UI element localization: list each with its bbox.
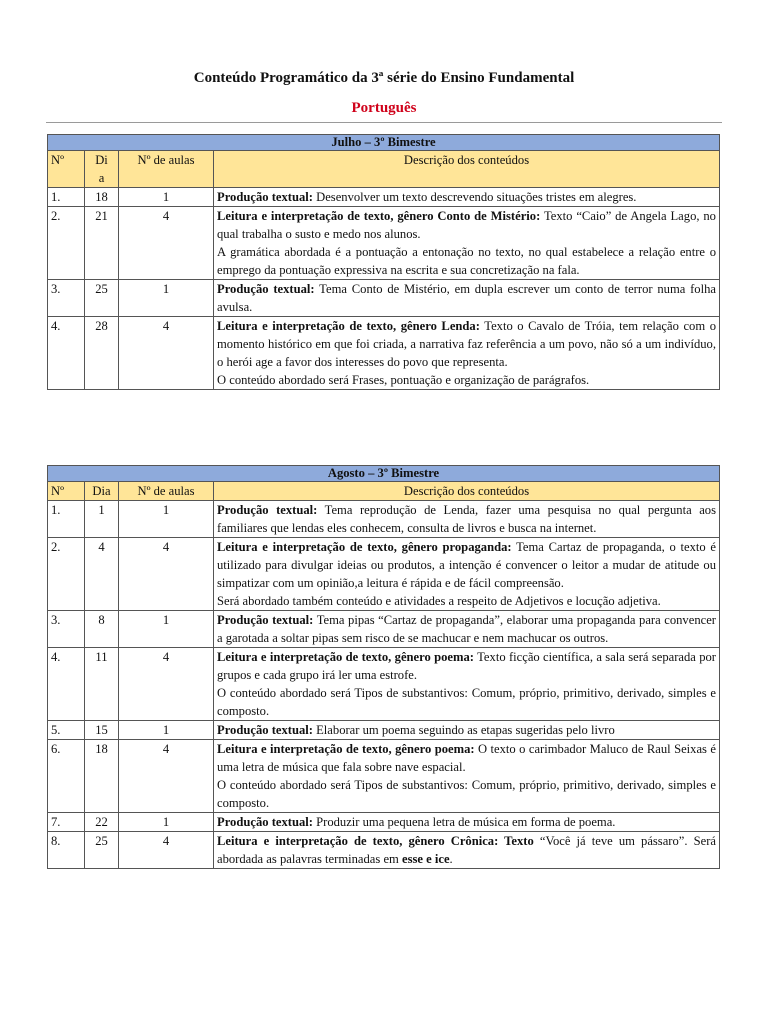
august-column-headers bbox=[48, 482, 720, 501]
august-band-header: Agosto – 3º Bimestre bbox=[48, 466, 720, 482]
july-table bbox=[47, 134, 720, 390]
table-row bbox=[48, 188, 720, 207]
row-number: 5. bbox=[48, 721, 85, 740]
description-extra: A gramática abordada é a pontuação a entonação no texto, no qual estabelece a relação entre o emprego da pontuação expressiva na escrita e sua concretização na fala. bbox=[217, 245, 716, 277]
row-description bbox=[214, 648, 720, 721]
description-extra: O conteúdo abordado será Tipos de substantivos: Comum, próprio, primitivo, derivado, simples e composto. bbox=[217, 778, 716, 810]
row-number: 2. bbox=[48, 207, 85, 280]
header-day bbox=[85, 151, 119, 188]
row-description bbox=[214, 813, 720, 832]
divider bbox=[46, 122, 722, 123]
row-number: 4. bbox=[48, 317, 85, 390]
description-label: Leitura e interpretação de texto, gênero propaganda: bbox=[217, 540, 512, 554]
row-number: 2. bbox=[48, 538, 85, 611]
row-lessons: 1 bbox=[119, 188, 214, 207]
description-highlight: esse e ice bbox=[401, 852, 450, 866]
row-day: 18 bbox=[85, 188, 119, 207]
header-num: Nº bbox=[48, 151, 85, 188]
table-row bbox=[48, 648, 720, 721]
description-label: Leitura e interpretação de texto, gênero Lenda: bbox=[217, 319, 480, 333]
description-text: Tema Conto de Mistério, em dupla escrever um conto de terror numa folha avulsa. bbox=[217, 282, 716, 314]
description-text: O texto o carimbador Maluco de Raul Seixas é uma letra de música que fala sobre nave espacial. bbox=[217, 742, 716, 774]
description-text: Texto o Cavalo de Tróia, tem relação com o momento histórico em que foi criada, a narrativa faz referência a um povo, não só a um indivíduo, o herói age a favor dos interesses do povo que representa. bbox=[217, 319, 716, 369]
description-label: Produção textual: bbox=[217, 613, 314, 627]
row-lessons: 1 bbox=[119, 813, 214, 832]
row-number: 4. bbox=[48, 648, 85, 721]
description-label: Leitura e interpretação de texto, gênero Conto de Mistério: bbox=[217, 209, 541, 223]
description-label: Leitura e interpretação de texto, gênero Crônica: Texto bbox=[217, 834, 534, 848]
july-column-headers bbox=[48, 151, 720, 188]
row-lessons: 1 bbox=[119, 280, 214, 317]
description-text: “Você já teve um pássaro”. Será abordada as palavras terminadas em bbox=[217, 834, 717, 866]
header-description: Descrição dos conteúdos bbox=[214, 151, 720, 188]
row-number: 3. bbox=[48, 280, 85, 317]
row-lessons: 4 bbox=[119, 317, 214, 390]
row-description bbox=[214, 317, 720, 390]
description-text: Tema Cartaz de propaganda, o texto é utilizado para divulgar ideias ou produtos, a intenção é convencer o leitor a mudar de atitude ou simpatizar com um opinião,a leitura é rápida e de fácil compreensão. bbox=[217, 540, 716, 590]
description-label: Leitura e interpretação de texto, gênero poema: bbox=[217, 650, 475, 664]
header-description: Descrição dos conteúdos bbox=[214, 482, 720, 501]
row-day: 22 bbox=[85, 813, 119, 832]
august-rows bbox=[48, 501, 720, 869]
row-day: 15 bbox=[85, 721, 119, 740]
description-label: Produção textual: bbox=[217, 282, 315, 296]
row-description bbox=[214, 207, 720, 280]
row-description bbox=[214, 501, 720, 538]
row-day: 1 bbox=[85, 501, 119, 538]
row-description bbox=[214, 538, 720, 611]
table-row bbox=[48, 740, 720, 813]
row-lessons: 4 bbox=[119, 832, 214, 869]
row-description bbox=[214, 280, 720, 317]
description-text: Texto “Caio” de Angela Lago, no qual trabalha o susto e medo nos alunos. bbox=[217, 209, 716, 241]
row-lessons: 4 bbox=[119, 538, 214, 611]
row-day: 25 bbox=[85, 832, 119, 869]
description-text: Tema reprodução de Lenda, fazer uma pesquisa no qual pergunta aos familiares que lendas eles conhecem, consulta de livros e busca na internet. bbox=[217, 503, 716, 535]
description-label: Produção textual: bbox=[217, 503, 318, 517]
row-lessons: 1 bbox=[119, 501, 214, 538]
document-title: Conteúdo Programático da 3ª série do Ensino Fundamental bbox=[193, 70, 575, 86]
description-label: Produção textual: bbox=[217, 815, 313, 829]
row-description bbox=[214, 832, 720, 869]
table-row bbox=[48, 721, 720, 740]
row-lessons: 4 bbox=[119, 648, 214, 721]
table-row bbox=[48, 501, 720, 538]
row-description bbox=[214, 188, 720, 207]
header-lessons: Nº de aulas bbox=[119, 151, 214, 188]
row-number: 7. bbox=[48, 813, 85, 832]
description-text: Desenvolver um texto descrevendo situações tristes em alegres. bbox=[312, 190, 637, 204]
description-label: Produção textual: bbox=[217, 723, 313, 737]
row-number: 1. bbox=[48, 188, 85, 207]
row-day: 4 bbox=[85, 538, 119, 611]
row-day: 28 bbox=[85, 317, 119, 390]
description-text: Tema pipas “Cartaz de propaganda”, elaborar uma propaganda para convencer a garotada a soltar pipas sem risco de se machucar e nem machucar os outros. bbox=[217, 613, 716, 645]
july-band-header: Julho – 3º Bimestre bbox=[48, 135, 720, 151]
description-text: Elaborar um poema seguindo as etapas sugeridas pelo livro bbox=[312, 723, 615, 737]
row-number: 1. bbox=[48, 501, 85, 538]
row-day: 11 bbox=[85, 648, 119, 721]
description-text: Texto ficção científica, a sala será separada por grupos e cada grupo irá ler uma estrofe. bbox=[217, 650, 716, 682]
row-lessons: 4 bbox=[119, 207, 214, 280]
table-row bbox=[48, 207, 720, 280]
table-row bbox=[48, 280, 720, 317]
row-day: 18 bbox=[85, 740, 119, 813]
description-extra: Será abordado também conteúdo e atividades a respeito de Adjetivos e locução adjetiva. bbox=[217, 594, 661, 608]
header-num: Nº bbox=[48, 482, 85, 501]
description-extra: O conteúdo abordado será Tipos de substantivos: Comum, próprio, primitivo, derivado, simples e composto. bbox=[217, 686, 716, 718]
description-label: Leitura e interpretação de texto, gênero poema: bbox=[217, 742, 475, 756]
description-tail: . bbox=[449, 852, 453, 866]
row-description bbox=[214, 740, 720, 813]
row-lessons: 1 bbox=[119, 611, 214, 648]
table-row bbox=[48, 832, 720, 869]
table-row bbox=[48, 813, 720, 832]
description-text: Produzir uma pequena letra de música em forma de poema. bbox=[312, 815, 616, 829]
july-rows bbox=[48, 188, 720, 390]
row-number: 8. bbox=[48, 832, 85, 869]
row-lessons: 1 bbox=[119, 721, 214, 740]
table-row bbox=[48, 611, 720, 648]
subject-title: Português bbox=[351, 100, 417, 116]
header-day-part1: Di bbox=[95, 153, 108, 167]
description-label: Produção textual: bbox=[217, 190, 313, 204]
row-day: 25 bbox=[85, 280, 119, 317]
row-day: 8 bbox=[85, 611, 119, 648]
row-description bbox=[214, 721, 720, 740]
table-row bbox=[48, 538, 720, 611]
row-number: 3. bbox=[48, 611, 85, 648]
table-row bbox=[48, 317, 720, 390]
header-day: Dia bbox=[85, 482, 119, 501]
row-lessons: 4 bbox=[119, 740, 214, 813]
row-day: 21 bbox=[85, 207, 119, 280]
august-table bbox=[47, 465, 720, 869]
row-description bbox=[214, 611, 720, 648]
row-number: 6. bbox=[48, 740, 85, 813]
header-lessons: Nº de aulas bbox=[119, 482, 214, 501]
description-extra: O conteúdo abordado será Frases, pontuação e organização de parágrafos. bbox=[217, 373, 590, 387]
header-day-part2: a bbox=[98, 171, 105, 185]
